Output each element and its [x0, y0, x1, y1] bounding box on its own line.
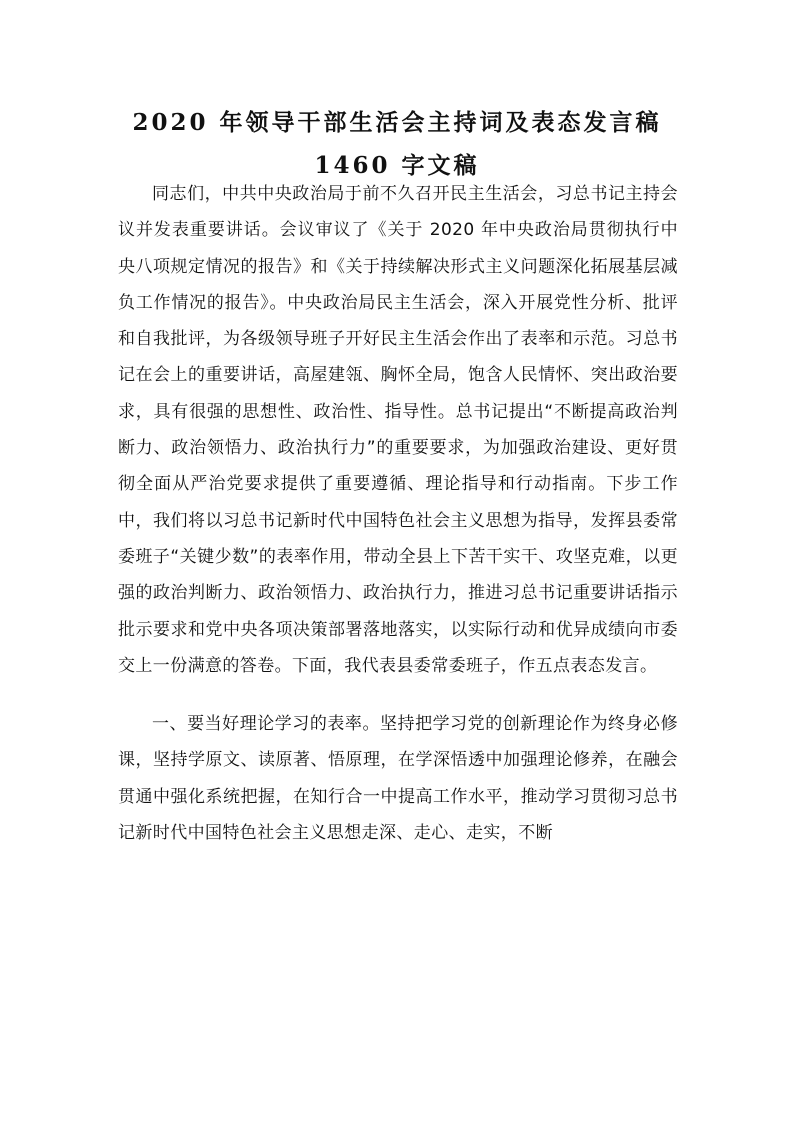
document-title-line-1: 2020 年领导干部生活会主持词及表态发言稿 [132, 109, 662, 136]
document-title-line-2: 1460 字文稿 [314, 152, 480, 179]
document-body [118, 176, 678, 851]
paragraph-opening: 同志们，中共中央政治局于前不久召开民主生活会，习总书记主持会议并发表重要讲话。会议审议了《关于 2020 年中央政治局贯彻执行中央八项规定情况的报告》和《关于持续解决形式主义问题深化拓展基层减负工作情况的报告》。中央政治局民主生活会，深入开展党性分析、批评和自我批评，为各级领导班子开好民主生活会作出了表率和示范。习总书记在会上的重要讲话，高屋建瓴、胸怀全局，饱含人民情怀、突出政治要求，具有很强的思想性、政治性、指导性。总书记提出“不断提高政治判断力、政治领悟力、政治执行力”的重要要求，为加强政治建设、更好贯彻全面从严治党要求提供了重要遵循、理论指导和行动指南。下步工作中，我们将以习总书记新时代中国特色社会主义思想为指导，发挥县委常委班子“关键少数”的表率作用，带动全县上下苦干实干、攻坚克难，以更强的政治判断力、政治领悟力、政治执行力，推进习总书记重要讲话指示批示要求和党中央各项决策部署落地落实，以实际行动和优异成绩向市委交上一份满意的答卷。下面，我代表县委常委班子，作五点表态发言。 [118, 184, 678, 676]
paragraph-point-one: 一、要当好理论学习的表率。坚持把学习党的创新理论作为终身必修课，坚持学原文、读原著、悟原理，在学深悟透中加强理论修养，在融会贯通中强化系统把握，在知行合一中提高工作水平，推动学习贯彻习总书记新时代中国特色社会主义思想走深、走心、走实，不断 [118, 714, 678, 844]
